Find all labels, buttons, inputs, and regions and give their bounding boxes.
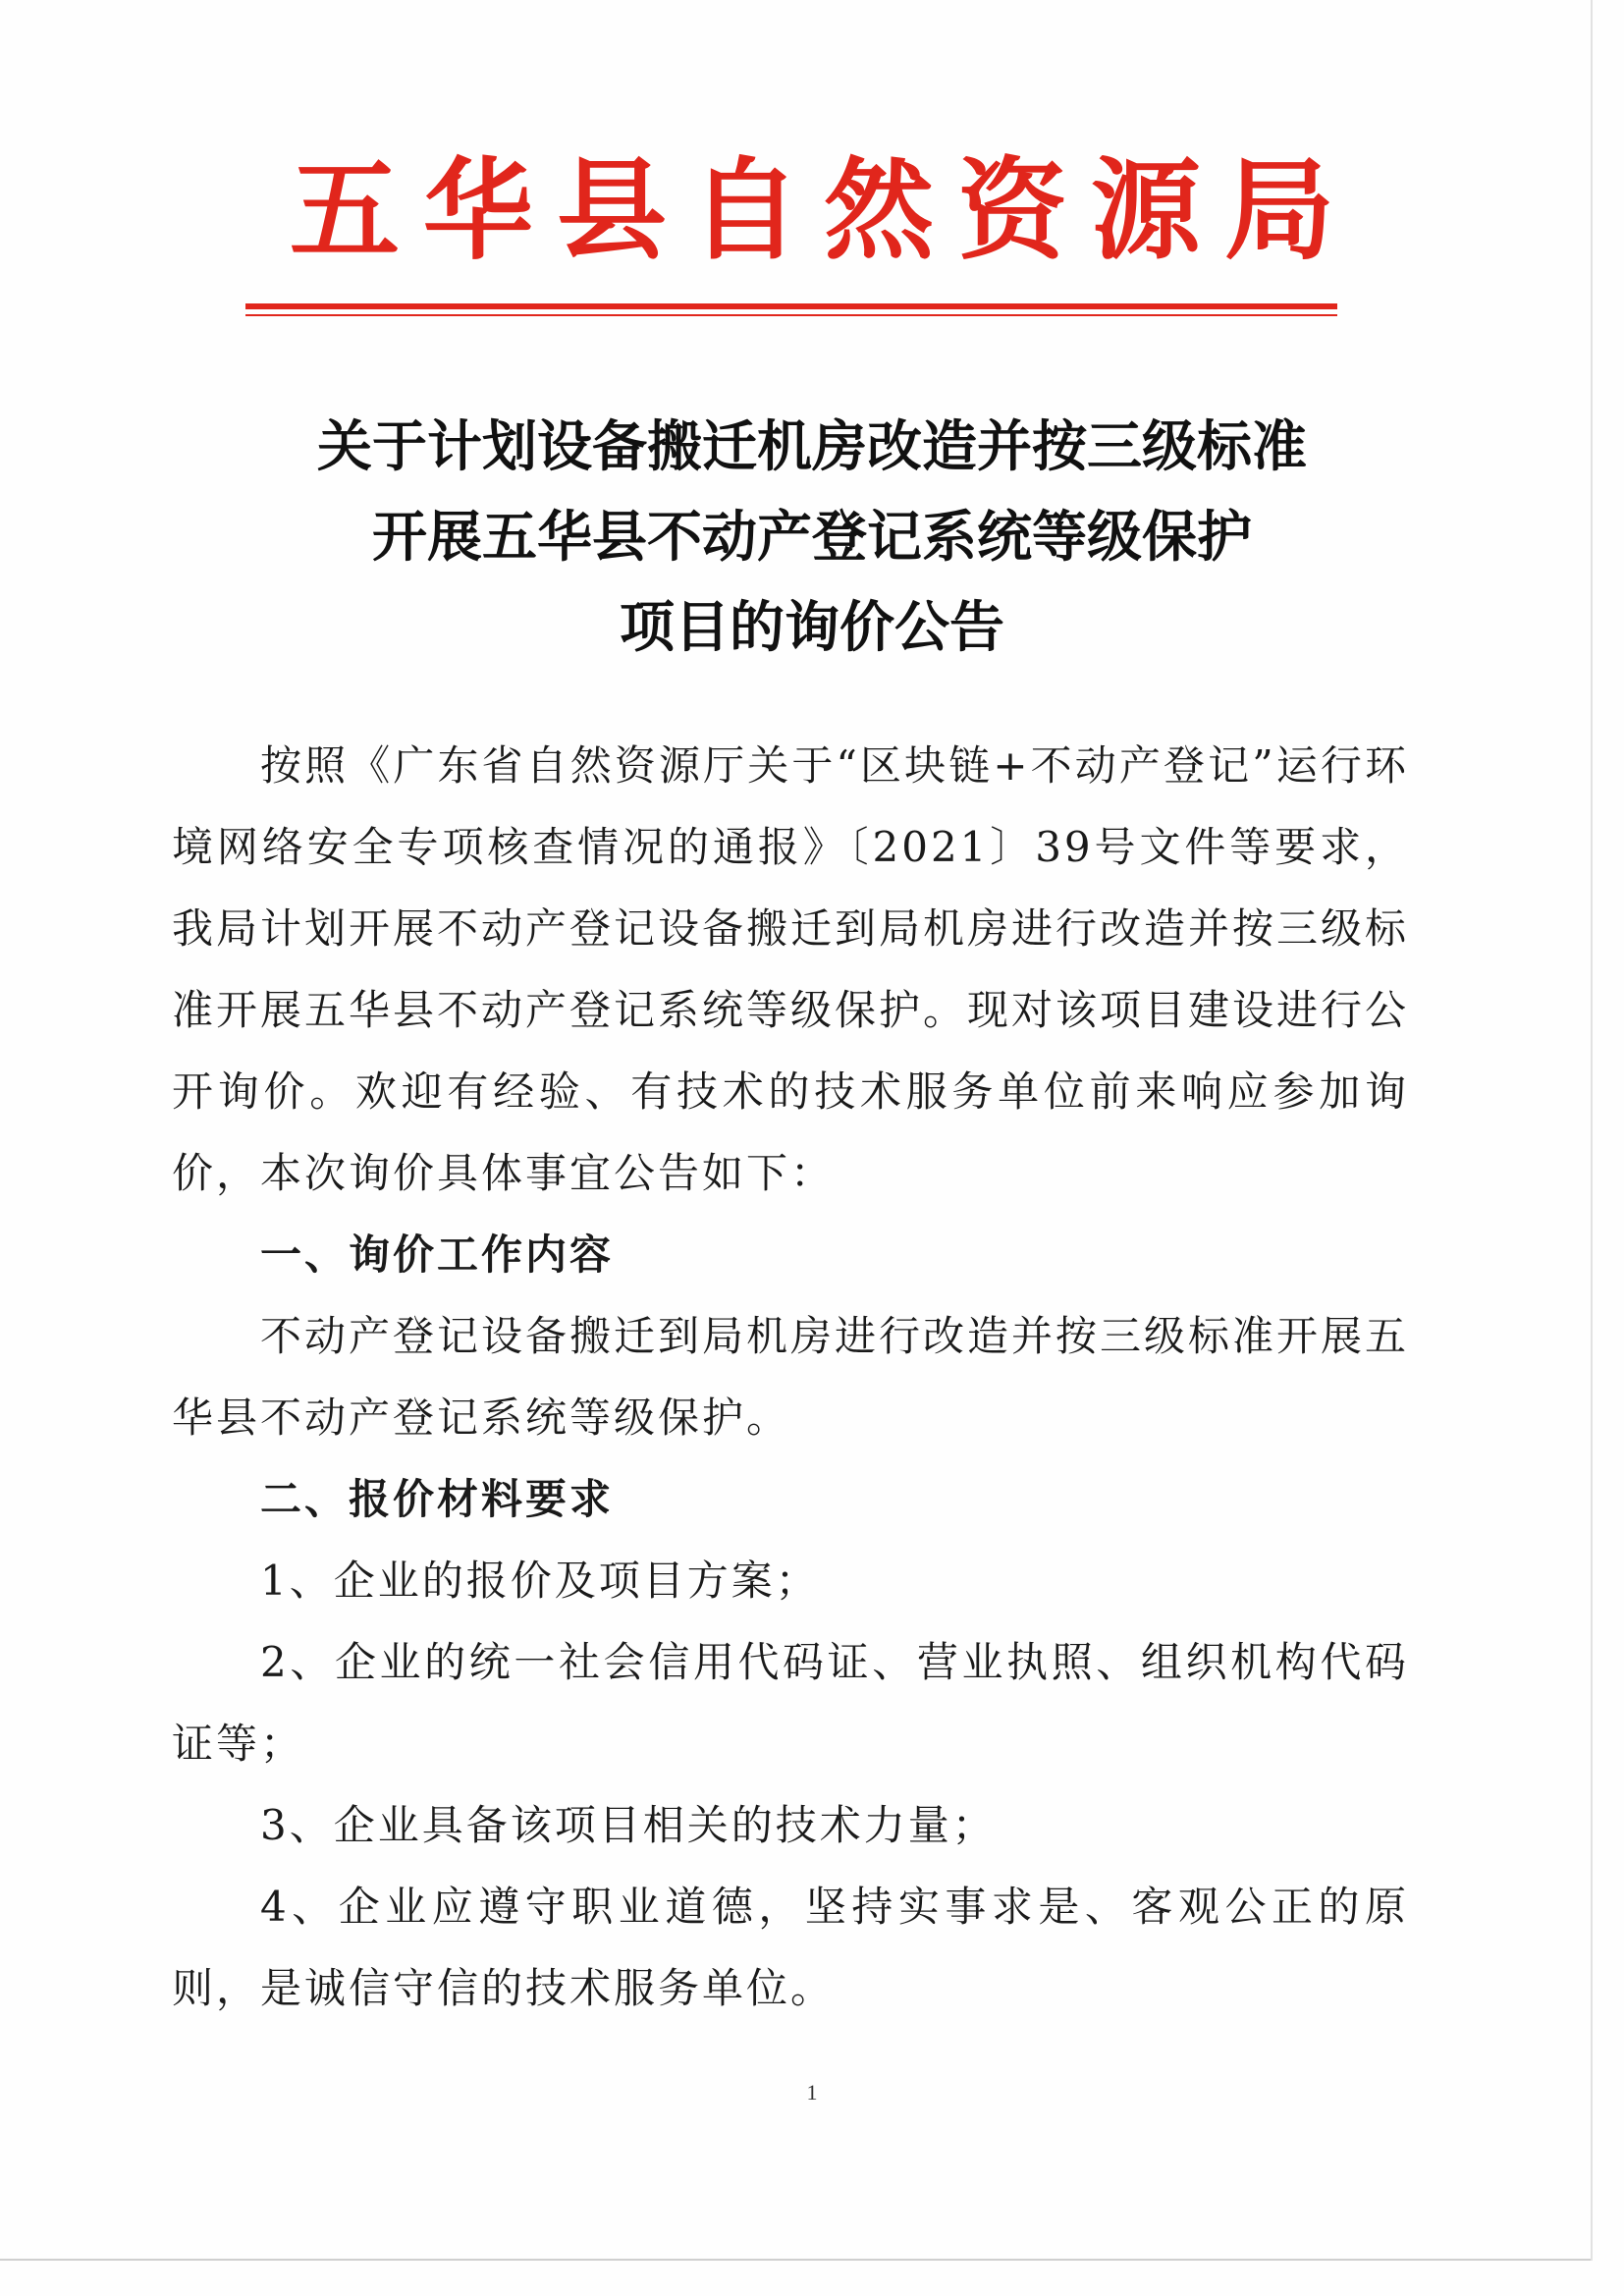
section-2-heading: 二、报价材料要求	[260, 1475, 615, 1523]
requirement-item-3: 3、企业具备该项目相关的技术力量；	[260, 1801, 997, 1849]
scan-right-edge	[1591, 0, 1593, 2261]
title-line-2: 开展五华县不动产登记系统等级保护	[372, 506, 1252, 570]
document-title	[0, 403, 1624, 674]
title-line-3: 项目的询价公告	[620, 596, 1004, 660]
red-rule-thin	[245, 314, 1337, 316]
red-rule-thick	[245, 303, 1337, 309]
agency-header: 五华县自然资源局	[290, 146, 1358, 275]
scan-bottom-edge	[0, 2259, 1591, 2261]
page-number: 1	[806, 2080, 818, 2105]
section-1-heading: 一、询价工作内容	[260, 1230, 615, 1279]
requirement-item-4: 4、企业应遵守职业道德，坚持实事求是、客观公正的原则，是诚信守信的技术服务单位。	[172, 1883, 1409, 2012]
document-body	[172, 725, 1409, 2029]
requirement-item-2: 2、企业的统一社会信用代码证、营业执照、组织机构代码证等；	[172, 1638, 1409, 1768]
intro-paragraph: 按照《广东省自然资源厅关于“区块链+不动产登记”运行环境网络安全专项核查情况的通报》〔2021〕39号文件等要求，我局计划开展不动产登记设备搬迁到局机房进行改造并按三级标准开展五华县不动产登记系统等级保护。现对该项目建设进行公开询价。欢迎有经验、有技术的技术服务单位前来响应参加询价，本次询价具体事宜公告如下：	[172, 741, 1410, 1197]
section-1-content: 不动产登记设备搬迁到局机房进行改造并按三级标准开展五华县不动产登记系统等级保护。	[172, 1312, 1410, 1442]
title-line-1: 关于计划设备搬迁机房改造并按三级标准	[317, 415, 1307, 479]
requirement-item-1: 1、企业的报价及项目方案；	[260, 1557, 820, 1605]
